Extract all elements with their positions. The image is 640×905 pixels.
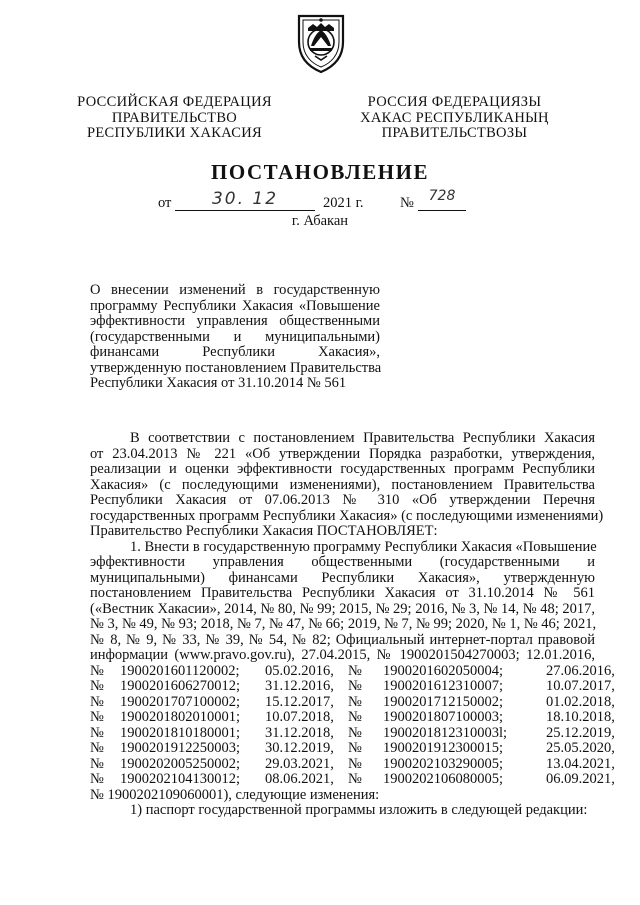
registry-cell: 1900201602050004;	[383, 662, 504, 679]
registry-cell: №	[90, 693, 104, 710]
subject-line: финансами Республики Хакасия»,	[90, 344, 380, 360]
registry-cell: №	[90, 724, 104, 741]
registry-cell: 1900201912250003;	[120, 740, 241, 756]
registry-row	[90, 724, 615, 742]
body-line: Хакасия» (с последующими изменениями), постановлением Правительства	[90, 476, 595, 493]
registry-cell: 1900201810180001;	[120, 724, 241, 741]
number-underline	[418, 210, 466, 211]
body-line: 1) паспорт государственной программы изложить в следующей редакции:	[130, 802, 588, 818]
registry-row	[90, 678, 615, 695]
body-line: № 8, № 9, № 33, № 39, № 54, № 82; Официальный интернет-портал правовой	[90, 631, 595, 648]
registry-cell: 1900202005250002;	[120, 755, 241, 772]
body-line: В соответствии с постановлением Правительства Республики Хакасия	[130, 430, 595, 446]
registry-cell: 10.07.2018,	[265, 709, 334, 725]
registry-cell: №	[90, 740, 104, 756]
body-line: № 3, № 49, № 93; 2018, № 7, № 47, № 66; 2019, № 7, № 99; 2020, № 1, № 46; 2021,	[90, 616, 597, 632]
body-line: № 1900202109060001), следующие изменения:	[90, 786, 380, 803]
body-line: 1. Внести в государственную программу Республики Хакасия «Повышение	[130, 538, 597, 555]
registry-cell: №	[348, 740, 362, 756]
registry-row	[90, 740, 615, 757]
subject-line: Республики Хакасия от 31.10.2014 № 561	[90, 375, 347, 391]
body-line: эффективности управления общественными (государственными и	[90, 554, 595, 570]
registry-number-table	[90, 662, 615, 788]
handwritten-number: 728	[428, 188, 456, 204]
registry-cell: 1900202104130012;	[120, 771, 241, 787]
registry-cell: №	[348, 771, 362, 787]
registry-cell: №	[90, 678, 104, 694]
registry-cell: 31.12.2016,	[265, 678, 334, 694]
body-line: постановлением Правительства Республики Хакасия от 31.10.2014 № 561	[90, 585, 595, 601]
registry-cell: 30.12.2019,	[265, 740, 334, 756]
registry-cell: №	[348, 724, 362, 741]
header-left-line: РЕСПУБЛИКИ ХАКАСИЯ	[87, 125, 262, 141]
header-left-line: РОССИЙСКАЯ ФЕДЕРАЦИЯ	[77, 94, 272, 110]
header-left-line: ПРАВИТЕЛЬСТВО	[111, 109, 238, 126]
registry-cell: 1900201606270012;	[120, 678, 241, 694]
year-text: 2021 г.	[323, 195, 364, 211]
handwritten-date: 30. 12	[211, 189, 279, 209]
body-line: реализации и оценки эффективности государственных программ Республики	[90, 461, 595, 477]
body-line: Правительство Республики Хакасия ПОСТАНОВЛЯЕТ:	[90, 523, 438, 539]
registry-row	[90, 709, 615, 726]
city-name: г. Абакан	[291, 213, 349, 229]
body-line: от 23.04.2013 № 221 «Об утверждении Порядка разработки, утверждения,	[90, 445, 595, 462]
registry-cell: 1900202103290005;	[383, 755, 504, 772]
registry-cell: 31.12.2018,	[265, 724, 334, 741]
registry-cell: №	[90, 755, 104, 772]
body-line: информации (www.pravo.gov.ru), 27.04.2015, № 1900201504270003; 12.01.2016,	[90, 647, 595, 663]
registry-cell: 29.03.2021,	[265, 755, 334, 772]
header-right-line: ПРАВИТЕЛЬСТВОЗЫ	[381, 125, 528, 141]
subject-line: О внесении изменений в государственную	[90, 282, 380, 298]
registry-cell: №	[348, 678, 362, 694]
registry-cell: №	[90, 662, 104, 679]
registry-cell: 06.09.2021,	[546, 771, 615, 787]
registry-cell: 1900201912300015;	[383, 740, 504, 756]
header-left-block	[72, 95, 277, 142]
registry-cell: №	[90, 709, 104, 725]
registry-cell: 27.06.2016,	[546, 662, 615, 679]
registry-cell: 1900201812310003l;	[383, 724, 508, 741]
registry-cell: №	[348, 662, 362, 679]
subject-block	[90, 283, 380, 392]
subject-line: программу Республики Хакасия «Повышение	[90, 297, 380, 314]
registry-cell: 25.05.2020,	[546, 740, 615, 756]
date-prefix: от	[158, 195, 172, 211]
registry-cell: 25.12.2019,	[546, 724, 615, 741]
registry-cell: 1900201802010001;	[120, 709, 241, 725]
header-right-line: ХАКАС РЕСПУБЛИКАНЫҢ	[360, 109, 549, 126]
body-line: государственных программ Республики Хакасия» (с последующими изменениями)	[90, 507, 604, 524]
body-line: муниципальными) финансами Республики Хакасия», утвержденную	[90, 569, 595, 586]
registry-cell: 08.06.2021,	[265, 771, 334, 787]
registry-cell: 1900201707100002;	[120, 693, 241, 710]
registry-cell: 13.04.2021,	[546, 755, 615, 772]
registry-cell: №	[90, 771, 104, 787]
registry-cell: №	[348, 755, 362, 772]
registry-cell: 1900201612310007;	[383, 678, 504, 694]
registry-cell: 10.07.2017,	[546, 678, 615, 694]
registry-cell: 05.02.2016,	[265, 662, 334, 679]
registry-row	[90, 755, 615, 773]
registry-cell: №	[348, 693, 362, 710]
registry-cell: 1900202106080005;	[383, 771, 504, 787]
number-sign: №	[400, 195, 414, 211]
subject-line: утвержденную постановлением Правительства	[90, 359, 382, 376]
registry-row	[90, 693, 615, 711]
registry-cell: 1900201712150002;	[383, 693, 504, 710]
registry-row	[90, 662, 615, 680]
registry-cell: 1900201807100003;	[383, 709, 504, 725]
registry-row	[90, 771, 615, 788]
document-body	[90, 430, 615, 819]
header-right-line: РОССИЯ ФЕДЕРАЦИЯЗЫ	[367, 94, 542, 110]
body-line: («Вестник Хакасии», 2014, № 80, № 99; 2015, № 29; 2016, № 3, № 14, № 48; 2017,	[90, 600, 595, 617]
date-underline	[175, 210, 315, 211]
body-line: Республики Хакасия от 07.06.2013 № 310 «Об утверждении Перечня	[90, 492, 595, 508]
document-title: ПОСТАНОВЛЕНИЕ	[211, 160, 429, 184]
registry-cell: 01.02.2018,	[546, 693, 615, 710]
registry-cell: 18.10.2018,	[546, 709, 615, 725]
registry-cell: 15.12.2017,	[265, 693, 334, 710]
registry-cell: 1900201601120002;	[120, 662, 240, 679]
subject-line: эффективности управления общественными	[90, 313, 380, 329]
subject-line: (государственными и муниципальными)	[90, 328, 380, 345]
coat-of-arms-emblem	[295, 12, 347, 74]
header-right-block	[342, 95, 567, 142]
registry-cell: №	[348, 709, 362, 725]
